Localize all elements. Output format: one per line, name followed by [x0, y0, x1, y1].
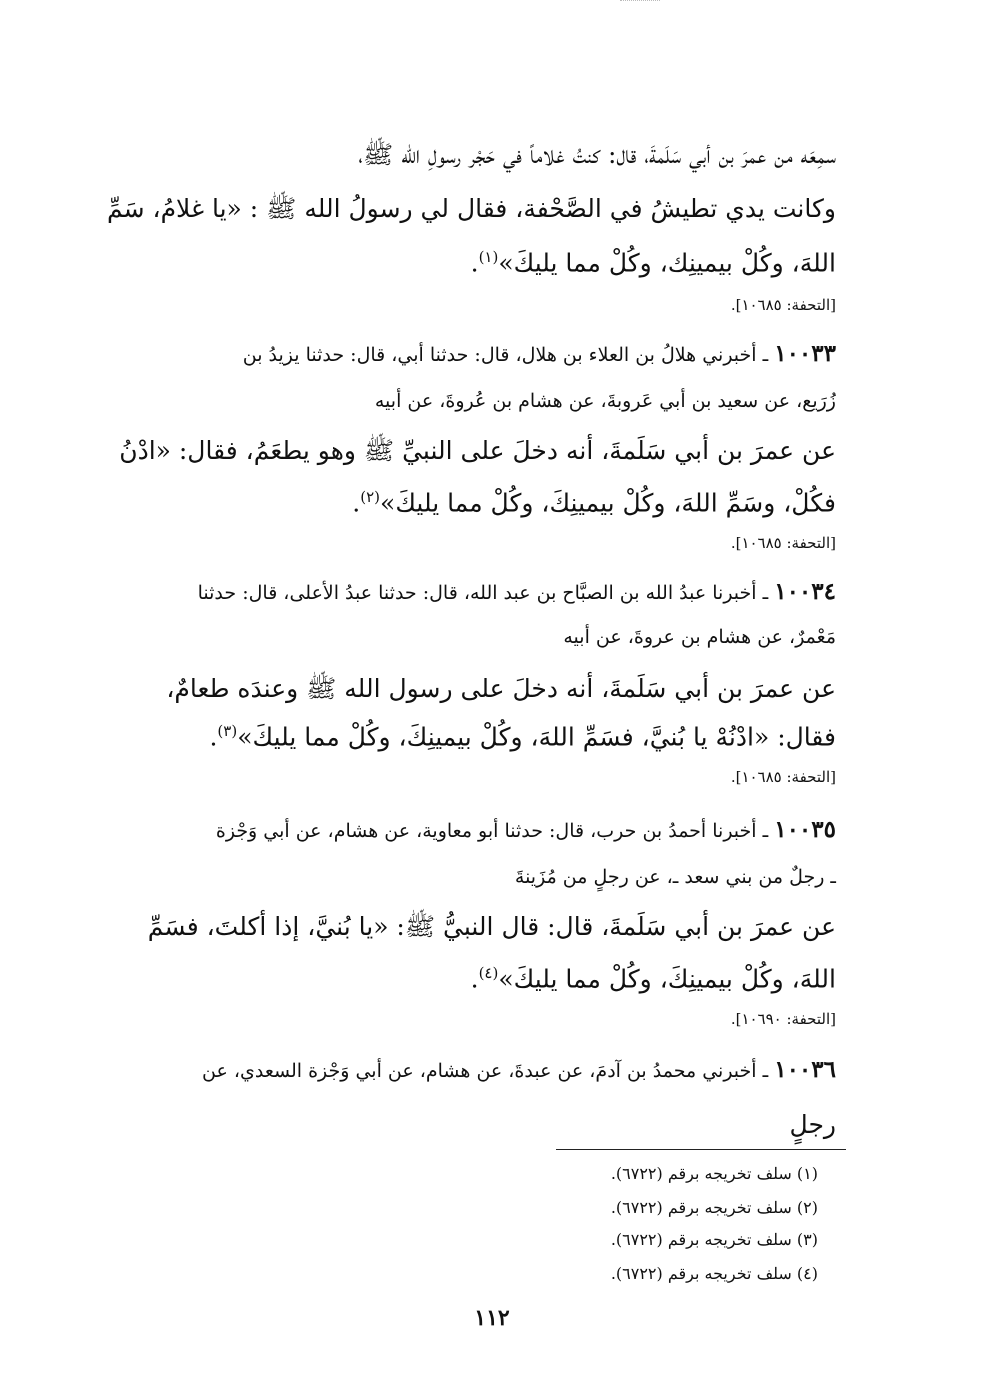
footnote-ref: (٤)	[478, 964, 499, 982]
hadith-number: ١٠٠٣٤	[774, 578, 836, 605]
tuhfa-reference: [التحفة: ١٠٦٨٥].	[730, 768, 836, 786]
footnote: (١) سلف تخريجه برقم (٦٧٢٢).	[610, 1164, 818, 1183]
page-number: ١١٢	[474, 1305, 510, 1331]
footnote-ref: (١)	[478, 248, 499, 266]
footnote: (٤) سلف تخريجه برقم (٦٧٢٢).	[610, 1264, 818, 1283]
hadith-chain: مَعْمرٌ، عن هشام بن عروةَ، عن أبيه	[563, 626, 836, 648]
hadith-number: ١٠٠٣٣	[774, 340, 836, 367]
hadith-chain: ١٠٠٣٤ ـ أخبرنا عبدُ الله بن الصبَّاح بن عبد الله، قال: حدثنا عبدُ الأعلى، قال: حدثنا	[197, 578, 836, 605]
text-line: اللهَ، وكُلْ بيمينِك، وكُلْ مما يليكَ»$^{(١)}$.	[470, 248, 836, 278]
hadith-number: ١٠٠٣٥	[774, 816, 836, 843]
hadith-chain: ١٠٠٣٣ ـ أخبرني هلالُ بن العلاء بن هلال، قال: حدثنا أبي، قال: حدثنا يزيدُ بن	[242, 340, 836, 367]
text-line: عن عمرَ بن أبي سَلَمةَ، أنه دخلَ على النبيِّ ﷺ وهو يطعَمُ، فقال: «ادْنُ	[119, 436, 836, 465]
scan-mark	[620, 0, 660, 4]
text-line: عن عمرَ بن أبي سَلَمةَ، قال: قال النبيُّ ﷺ: «يا بُنيَّ، إذا أكلتَ، فسَمِّ	[147, 912, 836, 941]
tuhfa-reference: [التحفة: ١٠٦٨٥].	[730, 296, 836, 314]
footnote: (٢) سلف تخريجه برقم (٦٧٢٢).	[610, 1198, 818, 1217]
hadith-chain: ١٠٠٣٦ ـ أخبرني محمدُ بن آدمَ، عن عبدةَ، عن هشام، عن أبي وَجْزة السعدي، عن	[202, 1056, 836, 1083]
footnote-separator	[556, 1149, 846, 1150]
text-line: وكانت يدي تطيشُ في الصَّحْفة، فقال لي رسولُ الله ﷺ : «يا غلامُ، سَمِّ	[106, 194, 836, 223]
hadith-chain: ١٠٠٣٥ ـ أخبرنا أحمدُ بن حرب، قال: حدثنا أبو معاوية، عن هشام، عن أبي وَجْزة	[215, 816, 836, 843]
text-line: فكُلْ، وسَمِّ اللهَ، وكُلْ بيمينِكَ، وكُلْ مما يليكَ»$^{(٢)}$.	[352, 488, 836, 518]
text-line: رجلٍ	[789, 1110, 836, 1139]
footnote-ref: (٢)	[360, 488, 381, 506]
hadith-chain: زُرَيع، عن سعيد بن أبي عَروبةَ، عن هشام بن عُروةَ، عن أبيه	[374, 390, 836, 412]
tuhfa-reference: [التحفة: ١٠٦٩٠].	[730, 1010, 836, 1028]
text-line: اللهَ، وكُلْ بيمينِكَ، وكُلْ مما يليكَ»$^{(٤)}$.	[470, 964, 836, 994]
text-line: فقال: «ادْنُهْ يا بُنيَّ، فسَمِّ اللهَ، وكُلْ بيمينِكَ، وكُلْ مما يليكَ»$^{(٣)}$.	[209, 722, 836, 752]
footnote-ref: (٣)	[217, 722, 238, 740]
hadith-chain: ـ رجلٌ من بني سعد ـ، عن رجلٍ من مُزَينةَ	[514, 866, 836, 888]
text-line: عن عمرَ بن أبي سَلَمةَ، أنه دخلَ على رسول الله ﷺ وعندَه طعامٌ،	[166, 674, 836, 703]
hadith-number: ١٠٠٣٦	[774, 1056, 836, 1083]
text-line: سمِعَه من عمرَ بن أبي سَلَمةَ، قال: كنتُ غلاماً في حَجْر رسولِ الله ﷺ،	[358, 140, 836, 169]
tuhfa-reference: [التحفة: ١٠٦٨٥].	[730, 534, 836, 552]
footnote: (٣) سلف تخريجه برقم (٦٧٢٢).	[610, 1230, 818, 1249]
